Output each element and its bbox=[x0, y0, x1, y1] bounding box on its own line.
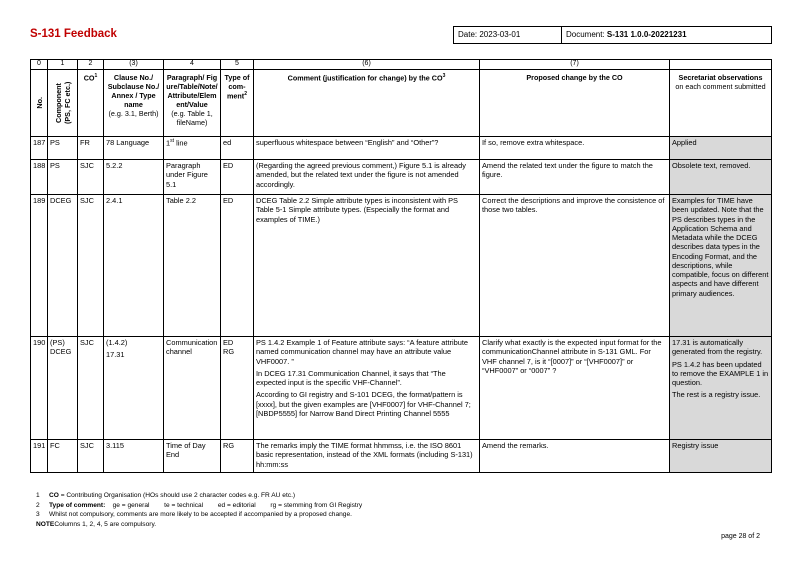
row-clause: 5.2.2 bbox=[104, 160, 164, 195]
document-value: S-131 1.0.0-20221231 bbox=[606, 30, 687, 39]
page-number: page 28 of 2 bbox=[721, 533, 760, 540]
row-co: SJC bbox=[78, 195, 104, 337]
row-secretariat: Obsolete text, removed. bbox=[670, 160, 772, 195]
row-number: 189 bbox=[31, 195, 48, 337]
row-comment: PS 1.4.2 Example 1 of Feature attribute says: “A feature attribute named communication channel may have an attribute value VHF0007. ” In DCEG 17.31 Communication Channel, it says that “The expected input is the specific VHF-Channel”. According to GI registry and S-101 DCEG, the format/pattern is [xxxx], but the given examples are [VHF0007] for VHF-Channel 7; [NBDP5555] for Narrow Band Direct Printing Channel 5555 bbox=[254, 337, 480, 440]
row-comment: The remarks imply the TIME format hhmmss, i.e. the ISO 8601 basic representation, instead of the XML formats (including S-131) hh:mm:ss bbox=[254, 440, 480, 473]
header-component: Component (PS, FC etc.) bbox=[48, 70, 78, 137]
colnum-1: 1 bbox=[48, 60, 78, 70]
row-type: ED RG bbox=[221, 337, 254, 440]
row-secretariat: Applied bbox=[670, 137, 772, 160]
header-secretariat: Secretariat observations on each comment submitted bbox=[670, 70, 772, 137]
feedback-table bbox=[30, 59, 772, 473]
document-title: S-131 Feedback bbox=[30, 28, 117, 40]
header-co: $CO^1$ bbox=[78, 70, 104, 137]
row-paragraph: Communication channel bbox=[164, 337, 221, 440]
row-comment: superfluous whitespace between “English” and “Other”? bbox=[254, 137, 480, 160]
row-component: (PS) DCEG bbox=[48, 337, 78, 440]
row-comment: DCEG Table 2.2 Simple attribute types is inconsistent with PS Table 5-1 Simple attribute types. (Especially the format and examples of TIME.) bbox=[254, 195, 480, 337]
row-paragraph: 1st line bbox=[164, 137, 221, 160]
table-row bbox=[31, 160, 772, 195]
row-number: 187 bbox=[31, 137, 48, 160]
date-field: Date: 2023-03-01 bbox=[454, 27, 562, 43]
row-proposed: Clarify what exactly is the expected input format for the communicationChannel attribute in S-131 GML. For VHF channel 7, is it “[0007]” or “[VHF0007]” or “VHF0007” or “0007” ? bbox=[480, 337, 670, 440]
colnum-7: (7) bbox=[480, 60, 670, 70]
colnum-3: (3) bbox=[104, 60, 164, 70]
row-secretariat: 17.31 is automatically generated from the registry. PS 1.4.2 has been updated to remove the EXAMPLE 1 in question. The rest is a registry issue. bbox=[670, 337, 772, 440]
row-proposed: Correct the descriptions and improve the consistence of those two tables. bbox=[480, 195, 670, 337]
row-secretariat: Registry issue bbox=[670, 440, 772, 473]
row-component: PS bbox=[48, 137, 78, 160]
colnum-0: 0 bbox=[31, 60, 48, 70]
row-paragraph: Paragraph under Figure 5.1 bbox=[164, 160, 221, 195]
row-co: SJC bbox=[78, 160, 104, 195]
colnum-6: (6) bbox=[254, 60, 480, 70]
row-type: ed bbox=[221, 137, 254, 160]
header-info-box bbox=[453, 26, 772, 44]
row-number: 191 bbox=[31, 440, 48, 473]
header-comment: Comment (justification for change) by the $CO^3$ bbox=[254, 70, 480, 137]
colnum-5: 5 bbox=[221, 60, 254, 70]
row-proposed: If so, remove extra whitespace. bbox=[480, 137, 670, 160]
row-clause: 3.115 bbox=[104, 440, 164, 473]
colnum-4: 4 bbox=[164, 60, 221, 70]
table-row bbox=[31, 440, 772, 473]
row-component: PS bbox=[48, 160, 78, 195]
row-clause: 78 Language bbox=[104, 137, 164, 160]
colnum-2: 2 bbox=[78, 60, 104, 70]
header-clause: Clause No./ Subclause No./ Annex / Type name (e.g. 3.1, Berth) bbox=[104, 70, 164, 137]
header-type: Type of com-ment$^2$ bbox=[221, 70, 254, 137]
document-label: Document: bbox=[566, 30, 607, 39]
row-clause: (1.4.2) 17.31 bbox=[104, 337, 164, 440]
colnum-8 bbox=[670, 60, 772, 70]
table-row bbox=[31, 337, 772, 440]
row-clause: 2.4.1 bbox=[104, 195, 164, 337]
table-row bbox=[31, 195, 772, 337]
footnotes bbox=[36, 491, 362, 529]
row-type: ED bbox=[221, 195, 254, 337]
column-header-row bbox=[31, 70, 772, 137]
row-co: SJC bbox=[78, 337, 104, 440]
footnote: 2 Type of comment: ge = general te = technical ed = editorial rg = stemming from GI Registry bbox=[36, 501, 363, 509]
row-paragraph: Table 2.2 bbox=[164, 195, 221, 337]
footnote: 1 CO = Contributing Organisation (HOs should use 2 character codes e.g. FR AU etc.) bbox=[36, 492, 296, 499]
footnote: NOTEColumns 1, 2, 4, 5 are compulsory. bbox=[36, 520, 157, 528]
row-proposed: Amend the remarks. bbox=[480, 440, 670, 473]
document-field bbox=[562, 27, 771, 43]
row-type: RG bbox=[221, 440, 254, 473]
row-paragraph: Time of Day End bbox=[164, 440, 221, 473]
row-number: 188 bbox=[31, 160, 48, 195]
row-co: SJC bbox=[78, 440, 104, 473]
row-component: DCEG bbox=[48, 195, 78, 337]
row-proposed: Amend the related text under the figure to match the figure. bbox=[480, 160, 670, 195]
header-no: No. bbox=[31, 70, 48, 137]
row-comment: (Regarding the agreed previous comment,) Figure 5.1 is already amended, but the related text under the figure is not amended accordingly. bbox=[254, 160, 480, 195]
table-row bbox=[31, 137, 772, 160]
column-number-row bbox=[31, 60, 772, 70]
row-co: FR bbox=[78, 137, 104, 160]
row-secretariat: Examples for TIME have been updated. Note that the PS describes types in the Application Schema and Metadata while the DCEG describes data types in the Encoding Format, and the descriptions, while compatible, focus on different aspects and have different primary audiences. bbox=[670, 195, 772, 337]
row-component: FC bbox=[48, 440, 78, 473]
header-proposed: Proposed change by the CO bbox=[480, 70, 670, 137]
footnote: 3 Whilst not compulsory, comments are more likely to be accepted if accompanied by a proposed change. bbox=[36, 511, 352, 519]
row-type: ED bbox=[221, 160, 254, 195]
header-paragraph: Paragraph/ Figure/Table/Note/Attribute/Element/Value (e.g. Table 1, fileName) bbox=[164, 70, 221, 137]
row-number: 190 bbox=[31, 337, 48, 440]
